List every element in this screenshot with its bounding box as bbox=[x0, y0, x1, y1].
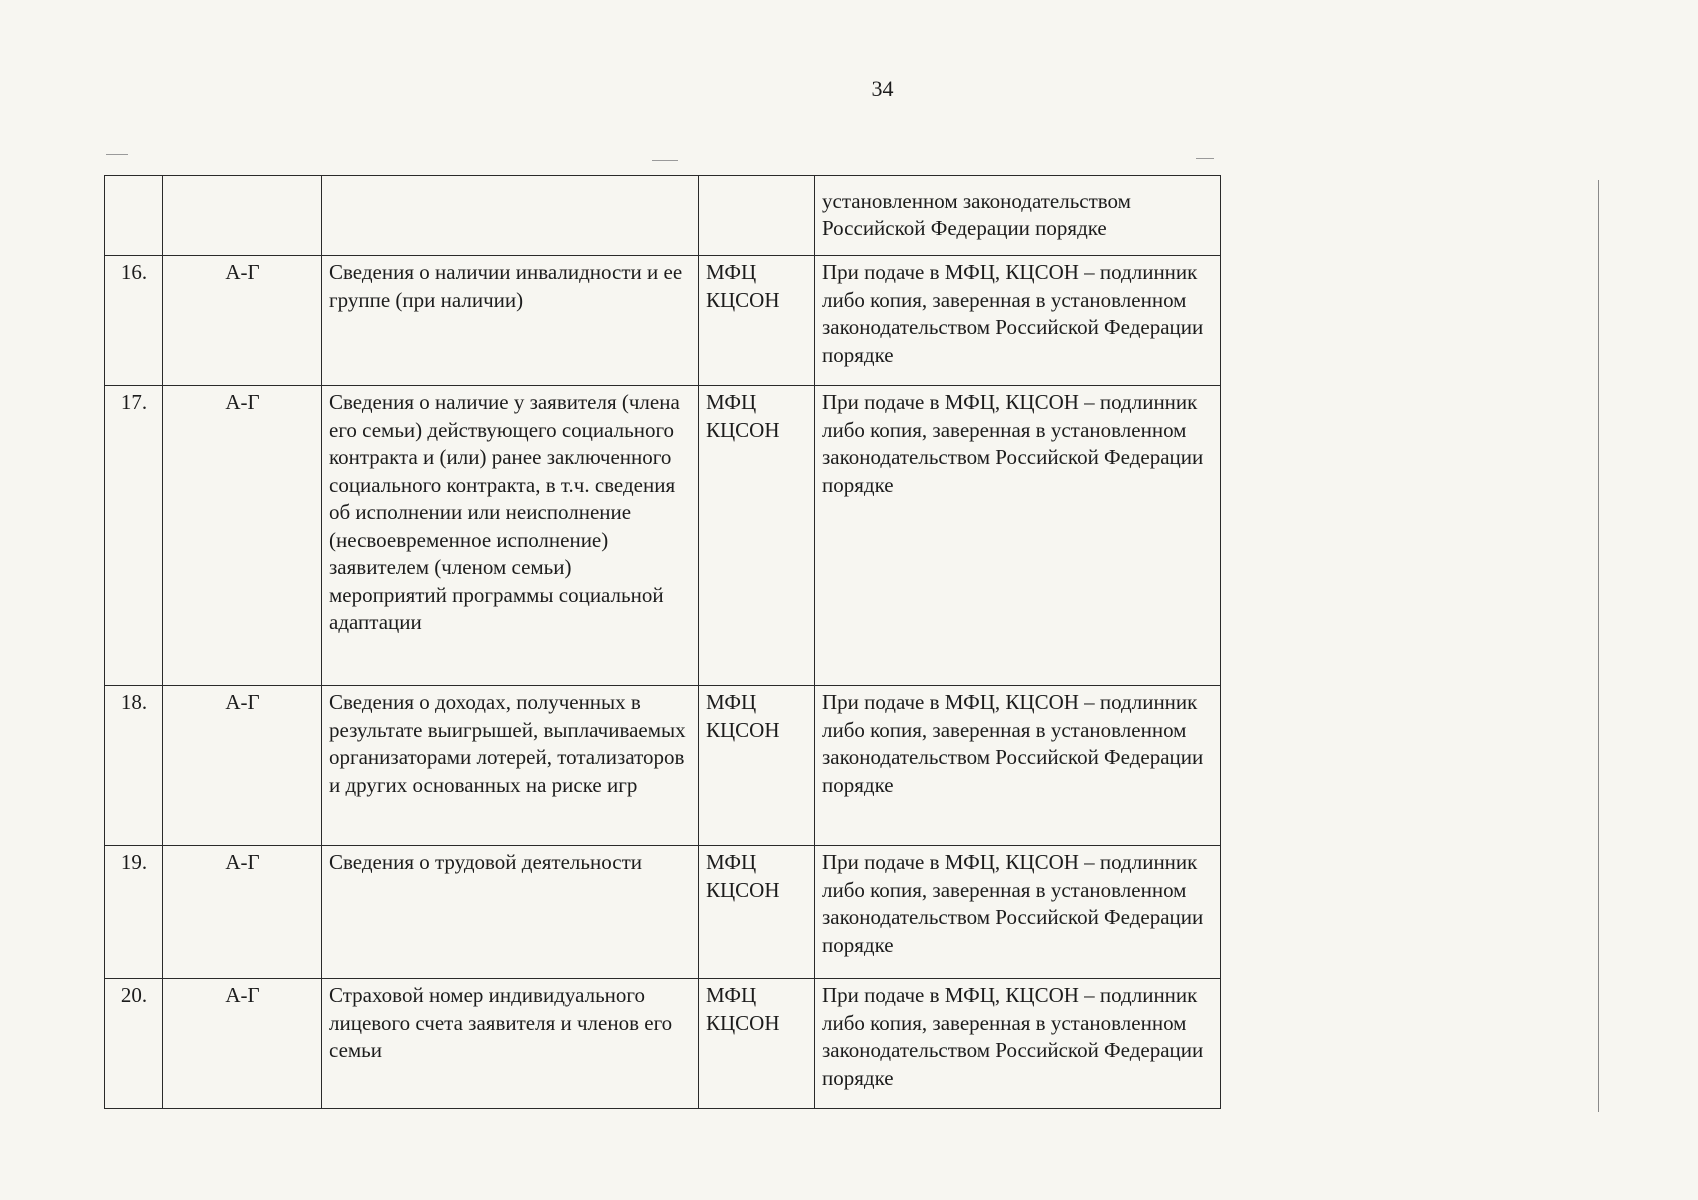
cell-num: 18. bbox=[105, 686, 163, 846]
table-row bbox=[105, 176, 1221, 256]
page-number: 34 bbox=[871, 76, 894, 101]
cell-org bbox=[699, 386, 815, 686]
cell-num: 16. bbox=[105, 256, 163, 386]
cell-requirement: При подаче в МФЦ, КЦСОН – подлинник либо копия, заверенная в установленном законодательством Российской Федерации порядке bbox=[815, 686, 1221, 846]
table-row bbox=[105, 686, 1221, 846]
cell-requirement: При подаче в МФЦ, КЦСОН – подлинник либо копия, заверенная в установленном законодательством Российской Федерации порядке bbox=[815, 256, 1221, 386]
cell-requirement: установленном законодательством Российской Федерации порядке bbox=[815, 176, 1221, 256]
scan-mark bbox=[652, 160, 678, 161]
org-line: КЦСОН bbox=[706, 877, 780, 902]
cell-num: 20. bbox=[105, 979, 163, 1109]
table-row bbox=[105, 256, 1221, 386]
documents-table bbox=[104, 175, 1221, 1109]
cell-name: Сведения о наличие у заявителя (члена его семьи) действующего социального контракта и (или) ранее заключенного социального контракта, в т.ч. сведения об исполнении или неисполнение (несвоевременное исполнение) заявителем (членом семьи) мероприятий программы социальной адаптации bbox=[322, 386, 699, 686]
cell-name: Сведения о трудовой деятельности bbox=[322, 846, 699, 979]
org-line: МФЦ bbox=[706, 390, 757, 414]
cell-org bbox=[699, 979, 815, 1109]
cell-org bbox=[699, 686, 815, 846]
org-line: МФЦ bbox=[706, 983, 757, 1007]
org-line: КЦСОН bbox=[706, 287, 780, 312]
org-line: МФЦ bbox=[706, 260, 757, 284]
cell-name: Сведения о доходах, полученных в результате выигрышей, выплачиваемых организаторами лотерей, тотализаторов и других основанных на риске игр bbox=[322, 686, 699, 846]
cell-category: А-Г bbox=[163, 979, 322, 1109]
org-line: МФЦ bbox=[706, 690, 757, 714]
cell-name: Страховой номер индивидуального лицевого счета заявителя и членов его семьи bbox=[322, 979, 699, 1109]
cell-num bbox=[105, 176, 163, 256]
cell-org bbox=[699, 176, 815, 256]
scan-mark bbox=[106, 154, 128, 155]
cell-num: 19. bbox=[105, 846, 163, 979]
cell-category: А-Г bbox=[163, 686, 322, 846]
table-row bbox=[105, 979, 1221, 1109]
cell-requirement: При подаче в МФЦ, КЦСОН – подлинник либо копия, заверенная в установленном законодательством Российской Федерации порядке bbox=[815, 846, 1221, 979]
cell-requirement: При подаче в МФЦ, КЦСОН – подлинник либо копия, заверенная в установленном законодательством Российской Федерации порядке bbox=[815, 979, 1221, 1109]
cell-num: 17. bbox=[105, 386, 163, 686]
org-line: МФЦ bbox=[706, 850, 757, 874]
table-row bbox=[105, 846, 1221, 979]
table-row bbox=[105, 386, 1221, 686]
margin-rule bbox=[1598, 180, 1599, 1112]
org-line: КЦСОН bbox=[706, 717, 780, 742]
scan-mark bbox=[1196, 158, 1214, 159]
cell-org bbox=[699, 846, 815, 979]
cell-requirement: При подаче в МФЦ, КЦСОН – подлинник либо копия, заверенная в установленном законодательством Российской Федерации порядке bbox=[815, 386, 1221, 686]
cell-category: А-Г bbox=[163, 846, 322, 979]
cell-category bbox=[163, 176, 322, 256]
cell-category: А-Г bbox=[163, 256, 322, 386]
cell-category: А-Г bbox=[163, 386, 322, 686]
org-line: КЦСОН bbox=[706, 417, 780, 442]
cell-org bbox=[699, 256, 815, 386]
cell-name: Сведения о наличии инвалидности и ее группе (при наличии) bbox=[322, 256, 699, 386]
org-line: КЦСОН bbox=[706, 1010, 780, 1035]
cell-name bbox=[322, 176, 699, 256]
